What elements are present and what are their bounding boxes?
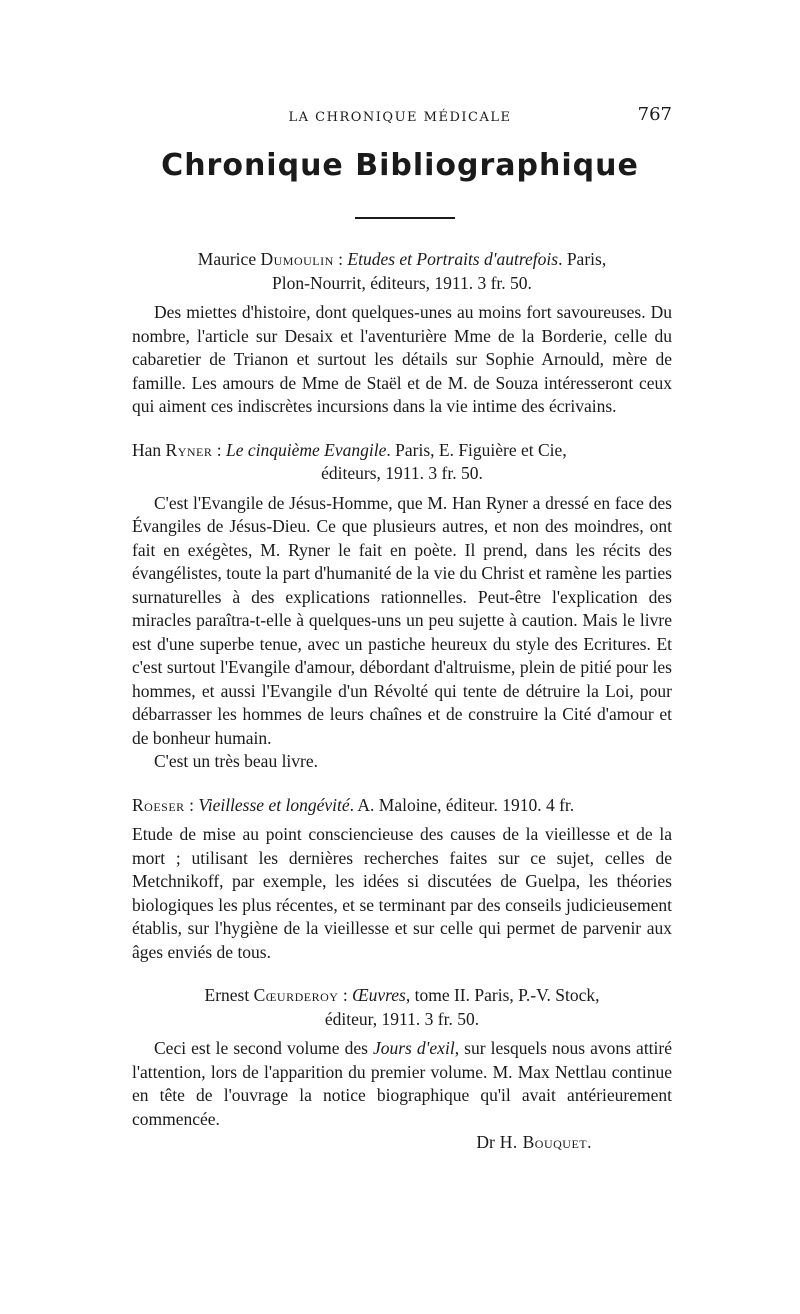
publication-1: . A. Maloine, éditeur. 1910. 4 fr. <box>349 794 575 815</box>
review-text: Etude de mise au point consciencieuse des causes de la vieillesse et de la mort ; utilisant les dernières recherches faites sur ce sujet, celles de Metchnikoff, par exemple, les idées si discutées de Guelpa, les théories biologiques les plus récentes, et se terminant par des conseils judicieusement établis, sur l'hygiène de la vieillesse et sur celle qui permet de parvenir aux âges enviés de tous. <box>132 824 672 962</box>
separator: : <box>184 794 199 815</box>
author-last: Dumoulin <box>260 249 334 269</box>
signature-title: Dr <box>476 1132 495 1152</box>
review-text-b: , sur lesquels nous avons attiré l'attention, lors de l'apparition du premier volume. M. Max Nettlau continue en tête de l'ouvrage la notice biographique qu'il avait antérieurement commencée. <box>132 1038 673 1129</box>
review-text: Des miettes d'histoire, dont quelques-unes au moins fort savoureuses. Du nombre, l'article sur Desaix et l'aventurière Mme de la Borderie, celle du cabaretier de Trianon et surtout les détails sur Sophie Arnould, mère de famille. Les amours de Mme de Staël et de M. de Souza intéresseront ceux qui aiment ces indiscrètes incursions dans la vie intime des écrivains. <box>132 302 672 416</box>
publication-2: éditeur, 1911. 3 fr. 50. <box>324 1008 480 1029</box>
work-title: Etudes et Portraits d'autrefois <box>347 249 559 269</box>
review-text-closing: C'est un très beau livre. <box>154 751 319 771</box>
separator: : <box>333 249 348 269</box>
citation <box>132 248 672 295</box>
separator: : <box>212 439 226 460</box>
author-first: Ernest <box>204 985 254 1005</box>
work-title: Vieillesse et longévité <box>198 794 350 815</box>
citation <box>132 439 672 486</box>
author-last: Roeser <box>132 794 185 815</box>
work-title: Le cinquième Evangile <box>226 439 387 460</box>
author-last: Ryner <box>165 439 213 460</box>
publication-2: éditeurs, 1911. 3 fr. 50. <box>321 463 483 483</box>
review-ryner <box>132 439 672 774</box>
review-coeurderoy <box>132 984 672 1155</box>
citation <box>132 794 672 818</box>
running-title: LA CHRONIQUE MÉDICALE <box>288 110 512 125</box>
title-rule <box>355 217 455 219</box>
author-first: Maurice <box>197 249 261 269</box>
separator: : <box>338 985 353 1005</box>
review-list <box>132 248 672 1175</box>
publication-1: . Paris, E. Figuière et Cie, <box>386 439 567 460</box>
signature-name: H. Bouquet. <box>494 1132 592 1152</box>
citation <box>132 984 672 1031</box>
work-title: Œuvres <box>352 985 406 1005</box>
author-last: Cœurderoy <box>253 985 339 1005</box>
review-text-a: Ceci est le second volume des <box>154 1038 373 1058</box>
cited-work: Jours d'exil <box>372 1038 455 1058</box>
section-title: Chronique Bibliographique <box>161 148 639 183</box>
publication-1: , tome II. Paris, P.-V. Stock, <box>405 985 600 1005</box>
publication-2: Plon-Nourrit, éditeurs, 1911. 3 fr. 50. <box>272 272 532 293</box>
review-roeser <box>132 794 672 965</box>
review-text <box>132 1037 672 1131</box>
author-first: Han <box>132 439 166 460</box>
publication-1: . Paris, <box>558 249 607 269</box>
review-text: C'est l'Evangile de Jésus-Homme, que M. Han Ryner a dressé en face des Évangiles de Jésus-Dieu. Ce que plusieurs autres, et non des moindres, ont fait en exégètes, M. Ryner le fait en poète. Il prend, dans les récits des évangélistes, toute la part d'humanité de la vie du Christ et ramène les parties surnaturelles à des explications rationnelles. Peut-être l'explication des miracles paraîtra-t-elle à quelques-uns un peu sujette à caution. Mais le livre est d'une superbe tenue, avec un pastiche heureux du style des Ecritures. Et c'est surtout l'Evangile d'amour, débordant d'altruisme, plein de pitié pour les hommes, et aussi l'Evangile d'un Révolté qui tente de détruire la Loi, pour débarrasser les hommes de leurs chaînes et de construire la Cité d'amour et de bonheur humain. <box>132 492 672 748</box>
page-number: 767 <box>637 104 672 125</box>
signature <box>132 1131 592 1155</box>
review-dumoulin <box>132 248 672 419</box>
